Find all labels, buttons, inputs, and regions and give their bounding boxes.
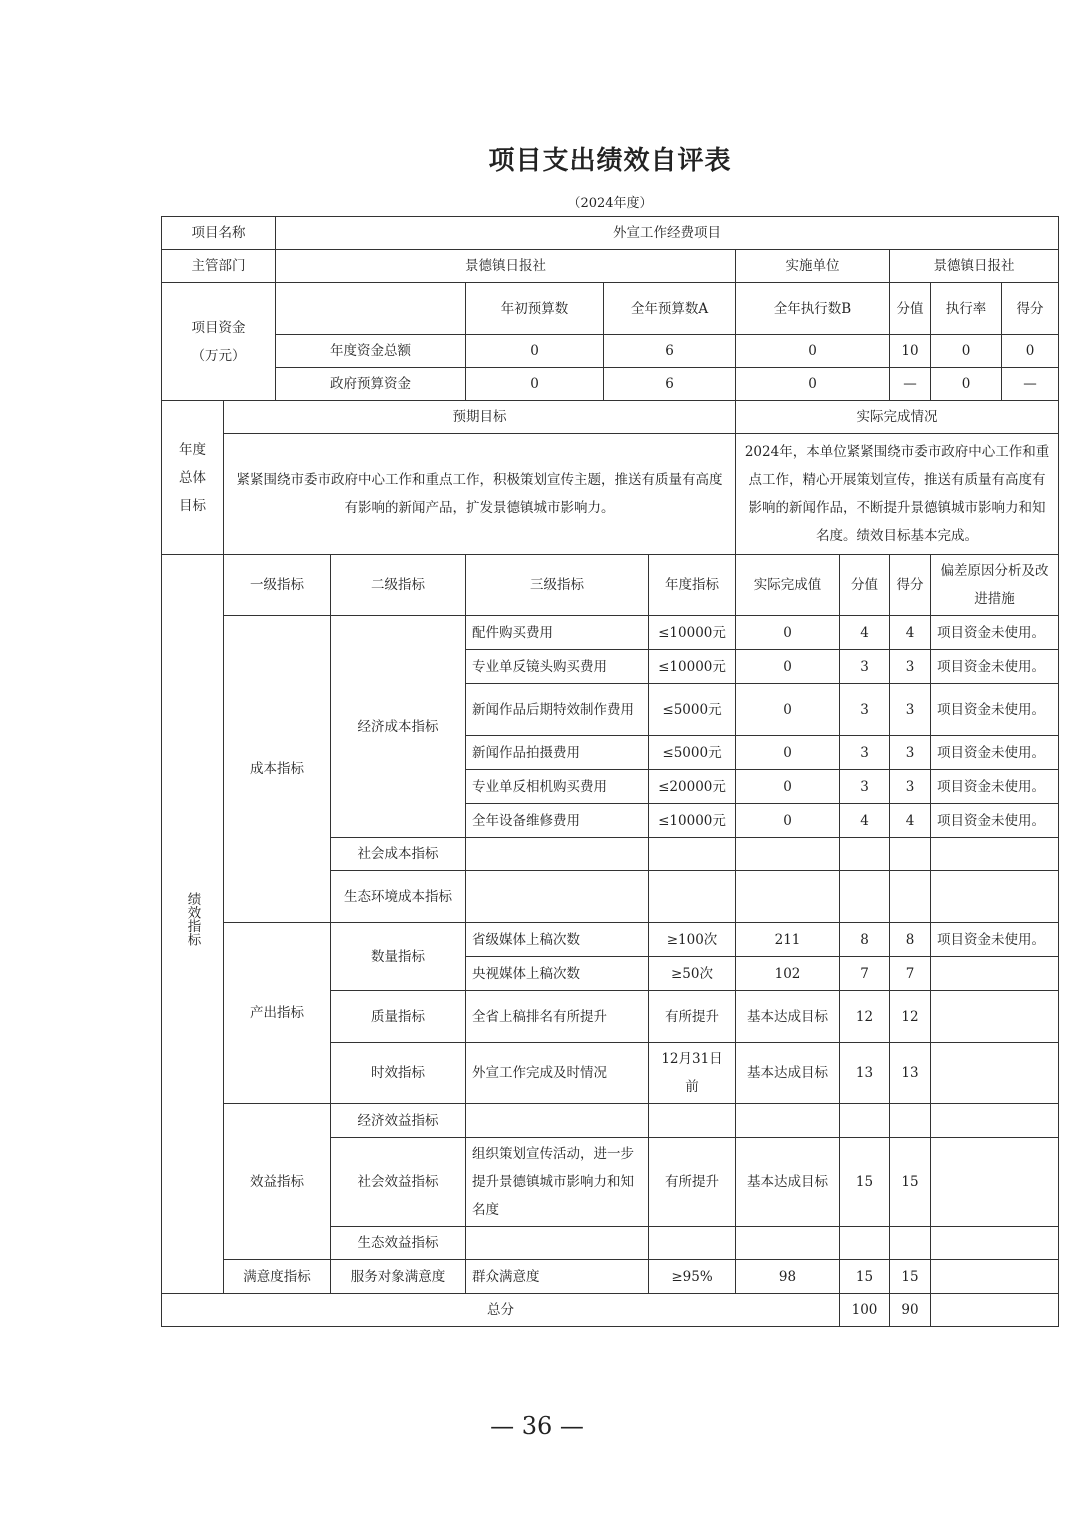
funds-label: 项目资金 （万元） [162,283,276,401]
table-cell: 项目资金未使用。 [931,684,1059,736]
h-annual: 全年预算数A [604,283,736,335]
table-cell [736,1104,840,1138]
table-cell [649,1104,736,1138]
table-cell: 效益指标 [224,1104,331,1260]
table-cell: 成本指标 [224,616,331,923]
table-cell [890,871,931,923]
table-cell: 产出指标 [224,923,331,1104]
table-cell: ≥95% [649,1260,736,1294]
table-cell: 基本达成目标 [736,991,840,1043]
table-cell: ≥50次 [649,957,736,991]
table-cell: 有所提升 [649,991,736,1043]
table-cell: ≤10000元 [649,616,736,650]
table-cell: 12 [890,991,931,1043]
table-cell: 0 [931,335,1002,368]
table-row [162,616,1059,650]
table-cell: 项目资金未使用。 [931,923,1059,957]
table-cell: 100 [840,1294,890,1327]
funds-row [162,335,1059,368]
table-row [162,1104,1059,1138]
table-cell: 7 [890,957,931,991]
h-rate: 执行率 [931,283,1002,335]
table-cell: 15 [840,1138,890,1227]
table-cell: 偏差原因分析及改进措施 [931,555,1059,616]
funds-row [162,368,1059,401]
table-cell: 质量指标 [331,991,466,1043]
table-cell: 15 [890,1138,931,1227]
h-exec: 全年执行数B [736,283,890,335]
table-cell: 8 [840,923,890,957]
table-cell: 4 [890,804,931,838]
table-cell: 项目资金未使用。 [931,616,1059,650]
table-row [162,923,1059,957]
table-cell: 全年设备维修费用 [466,804,649,838]
table-cell: 12月31日前 [649,1043,736,1104]
table-cell: 社会成本指标 [331,838,466,871]
table-cell: 三级指标 [466,555,649,616]
table-cell: 基本达成目标 [736,1043,840,1104]
table-cell: 专业单反镜头购买费用 [466,650,649,684]
table-cell: 0 [466,335,604,368]
table-cell: 3 [840,650,890,684]
table-cell [931,838,1059,871]
table-cell: 0 [466,368,604,401]
table-cell: 15 [890,1260,931,1294]
impl: 景德镇日报社 [890,250,1059,283]
table-cell: 外宣工作完成及时情况 [466,1043,649,1104]
table-cell [890,1104,931,1138]
table-cell [736,838,840,871]
table-cell [931,1043,1059,1104]
table-cell: 配件购买费用 [466,616,649,650]
year-subtitle: （2024年度） [567,196,653,211]
table-cell [931,1260,1059,1294]
table-cell: 项目资金未使用。 [931,804,1059,838]
table-cell [276,283,466,335]
table-cell: 新闻作品拍摄费用 [466,736,649,770]
table-cell: 经济成本指标 [331,616,466,838]
table-cell: 得分 [890,555,931,616]
table-cell: 90 [890,1294,931,1327]
table-cell: 生态效益指标 [331,1227,466,1260]
table-cell: 4 [890,616,931,650]
table-cell [466,871,649,923]
table-cell [840,1227,890,1260]
table-cell: — [1002,368,1059,401]
total-row [162,1294,1059,1327]
table-cell [931,1104,1059,1138]
table-cell [840,838,890,871]
table-cell: 二级指标 [331,555,466,616]
table-cell: ≤10000元 [649,650,736,684]
table-cell [649,1227,736,1260]
expected-header: 预期目标 [224,401,736,434]
expected-goal: 紧紧围绕市委市政府中心工作和重点工作，积极策划宣传主题，推送有质量有高度有影响的新闻产品，扩发景德镇城市影响力。 [224,434,736,555]
table-cell [840,871,890,923]
table-cell: 0 [931,368,1002,401]
table-cell: 3 [840,736,890,770]
table-cell: 0 [1002,335,1059,368]
impl-label: 实施单位 [736,250,890,283]
table-cell [736,871,840,923]
actual-header: 实际完成情况 [736,401,1059,434]
table-cell: 时效指标 [331,1043,466,1104]
h-score: 得分 [1002,283,1059,335]
table-cell: 6 [604,368,736,401]
table-cell: ≤5000元 [649,684,736,736]
table-cell: 项目资金未使用。 [931,650,1059,684]
table-row [162,1260,1059,1294]
indicators-label: 绩效指标 [162,555,224,1294]
table-cell: 全省上稿排名有所提升 [466,991,649,1043]
table-cell: 政府预算资金 [276,368,466,401]
table-cell [466,1227,649,1260]
table-cell: ≤10000元 [649,804,736,838]
goals-label: 年度总体目标 [162,401,224,555]
dept: 景德镇日报社 [276,250,736,283]
table-cell [466,838,649,871]
table-cell: 15 [840,1260,890,1294]
table-cell: ≤5000元 [649,736,736,770]
self-evaluation-table [161,216,1059,1327]
table-cell: 0 [736,770,840,804]
dept-label: 主管部门 [162,250,276,283]
table-cell [840,1104,890,1138]
table-cell: 生态环境成本指标 [331,871,466,923]
table-cell: 211 [736,923,840,957]
table-cell: 6 [604,335,736,368]
table-cell: 0 [736,736,840,770]
table-cell: 3 [840,770,890,804]
table-cell: 4 [840,804,890,838]
page-number: — 36 — [490,1412,584,1440]
table-cell: 新闻作品后期特效制作费用 [466,684,649,736]
table-cell: 分值 [840,555,890,616]
h-weight: 分值 [890,283,931,335]
table-cell [931,991,1059,1043]
table-cell: 满意度指标 [224,1260,331,1294]
table-cell [931,1294,1059,1327]
table-cell: 有所提升 [649,1138,736,1227]
project-name: 外宣工作经费项目 [276,217,1059,250]
table-cell: 13 [840,1043,890,1104]
table-cell: 3 [840,684,890,736]
table-cell [649,871,736,923]
table-cell: 数量指标 [331,923,466,991]
table-cell [931,1138,1059,1227]
table-cell: 0 [736,804,840,838]
table-cell: 8 [890,923,931,957]
table-cell: 年度指标 [649,555,736,616]
table-cell: 项目资金未使用。 [931,770,1059,804]
table-cell: 4 [840,616,890,650]
table-cell: 经济效益指标 [331,1104,466,1138]
table-cell: 3 [890,684,931,736]
table-cell: 7 [840,957,890,991]
table-cell: ≤20000元 [649,770,736,804]
table-cell: 央视媒体上稿次数 [466,957,649,991]
table-cell: 专业单反相机购买费用 [466,770,649,804]
table-cell [466,1104,649,1138]
table-cell: 12 [840,991,890,1043]
table-cell: 13 [890,1043,931,1104]
table-cell [931,871,1059,923]
table-cell: ≥100次 [649,923,736,957]
table-cell: 年度资金总额 [276,335,466,368]
table-cell: 102 [736,957,840,991]
table-cell [931,957,1059,991]
table-cell: 组织策划宣传活动，进一步提升景德镇城市影响力和知名度 [466,1138,649,1227]
table-cell: 0 [736,616,840,650]
table-cell: 0 [736,335,890,368]
table-cell [890,838,931,871]
table-cell: 总分 [162,1294,840,1327]
table-cell: 0 [736,684,840,736]
table-cell: 省级媒体上稿次数 [466,923,649,957]
table-cell: 实际完成值 [736,555,840,616]
table-cell: 98 [736,1260,840,1294]
actual-result: 2024年，本单位紧紧围绕市委市政府中心工作和重点工作，精心开展策划宣传，推送有质量有高度有影响的新闻作品，不断提升景德镇城市影响力和知名度。绩效目标基本完成。 [736,434,1059,555]
table-cell: 基本达成目标 [736,1138,840,1227]
table-cell: 服务对象满意度 [331,1260,466,1294]
project-name-label: 项目名称 [162,217,276,250]
table-cell: 10 [890,335,931,368]
page-title: 项目支出绩效自评表 [488,146,732,176]
table-cell: 项目资金未使用。 [931,736,1059,770]
table-cell: 3 [890,736,931,770]
table-cell: 3 [890,770,931,804]
table-cell: 3 [890,650,931,684]
table-cell [649,838,736,871]
table-cell [890,1227,931,1260]
table-cell: — [890,368,931,401]
h-init: 年初预算数 [466,283,604,335]
table-cell [736,1227,840,1260]
table-cell [931,1227,1059,1260]
table-cell: 0 [736,650,840,684]
table-cell: 社会效益指标 [331,1138,466,1227]
table-cell: 一级指标 [224,555,331,616]
table-cell: 0 [736,368,890,401]
table-cell: 群众满意度 [466,1260,649,1294]
